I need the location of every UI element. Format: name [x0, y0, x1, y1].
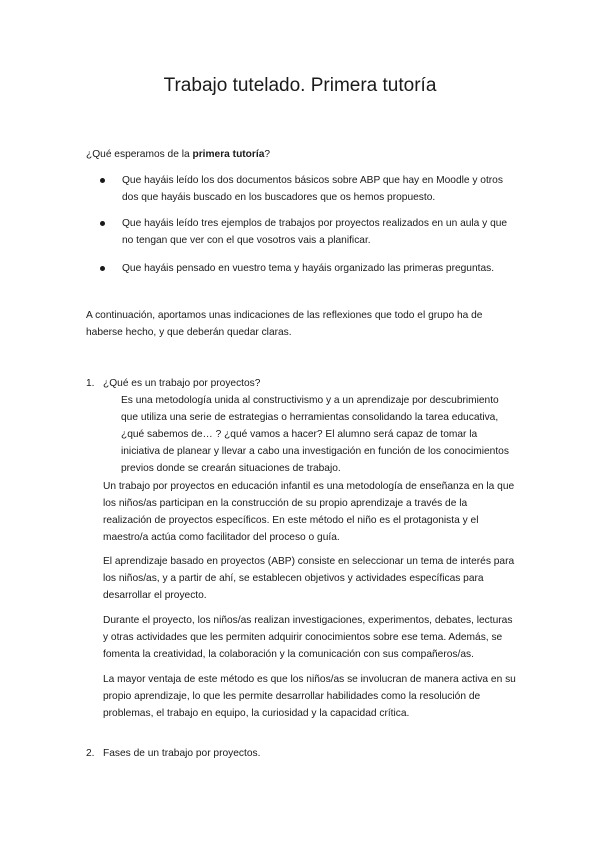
- document-title: Trabajo tutelado. Primera tutoría: [163, 75, 437, 96]
- intro-question-bold: primera tutoría: [192, 149, 265, 160]
- section-number: 1.: [86, 378, 95, 389]
- list-item-text: Que hayáis leído los dos documentos básicos sobre ABP que hay en Moodle y otros dos que hayáis buscado en los buscadores que os hemos propuesto.: [122, 175, 503, 203]
- section-paragraph: El aprendizaje basado en proyectos (ABP) consiste en seleccionar un tema de interés para los niños/as, y a partir de ahí, se establecen objetivos y actividades específicas para desarrollar el proyecto.: [103, 556, 515, 601]
- intro-question: [86, 146, 270, 163]
- list-item-text: Que hayáis pensado en vuestro tema y hayáis organizado las primeras preguntas.: [122, 263, 495, 274]
- section-definition: Es una metodología unida al constructivismo y a un aprendizaje por descubrimiento que utiliza una serie de estrategias o herramientas consolidando la tarea educativa, ¿qué sabemos de… ? ¿qué vamos a hacer? El alumno será capaz de tomar la iniciativa de planear y llevar a cabo una investigación en función de los conocimientos previos donde se crearán situaciones de trabajo.: [121, 395, 509, 474]
- section-title: ¿Qué es un trabajo por proyectos?: [103, 378, 261, 389]
- section-paragraph: Durante el proyecto, los niños/as realizan investigaciones, experimentos, debates, lecturas y otras actividades que les permiten adquirir conocimientos sobre ese tema. Además, se fomenta la creatividad, la colaboración y la comunicación con sus compañeros/as.: [103, 615, 513, 660]
- section-paragraph: La mayor ventaja de este método es que los niños/as se involucran de manera activa en su propio aprendizaje, lo que les permite desarrollar habilidades como la resolución de problemas, el trabajo en equipo, la curiosidad y la capacidad crítica.: [103, 674, 516, 719]
- section-number: 2.: [86, 748, 95, 759]
- bullet-icon: [100, 178, 105, 183]
- continuation-paragraph: A continuación, aportamos unas indicaciones de las reflexiones que todo el grupo ha de haberse hecho, y que deberán quedar claras.: [86, 310, 483, 338]
- section-title: Fases de un trabajo por proyectos.: [103, 748, 261, 759]
- intro-question-prefix: ¿Qué esperamos de la: [86, 149, 193, 160]
- bullet-icon: [100, 221, 105, 226]
- list-item: [100, 215, 520, 249]
- intro-question-suffix: ?: [264, 149, 271, 160]
- expectations-list: [100, 172, 520, 277]
- list-item-text: Que hayáis leído tres ejemplos de trabajos por proyectos realizados en un aula y que no tengan que ver con el que vosotros vais a planificar.: [122, 218, 508, 246]
- section-paragraph: Un trabajo por proyectos en educación infantil es una metodología de enseñanza en la que los niños/as participan en la construcción de su propio aprendizaje a través de la realización de proyectos específicos. En este método el niño es el protagonista y el maestro/a actúa como facilitador del proceso o guía.: [103, 481, 515, 543]
- list-item: [100, 260, 520, 277]
- bullet-icon: [100, 266, 105, 271]
- list-item: [100, 172, 520, 206]
